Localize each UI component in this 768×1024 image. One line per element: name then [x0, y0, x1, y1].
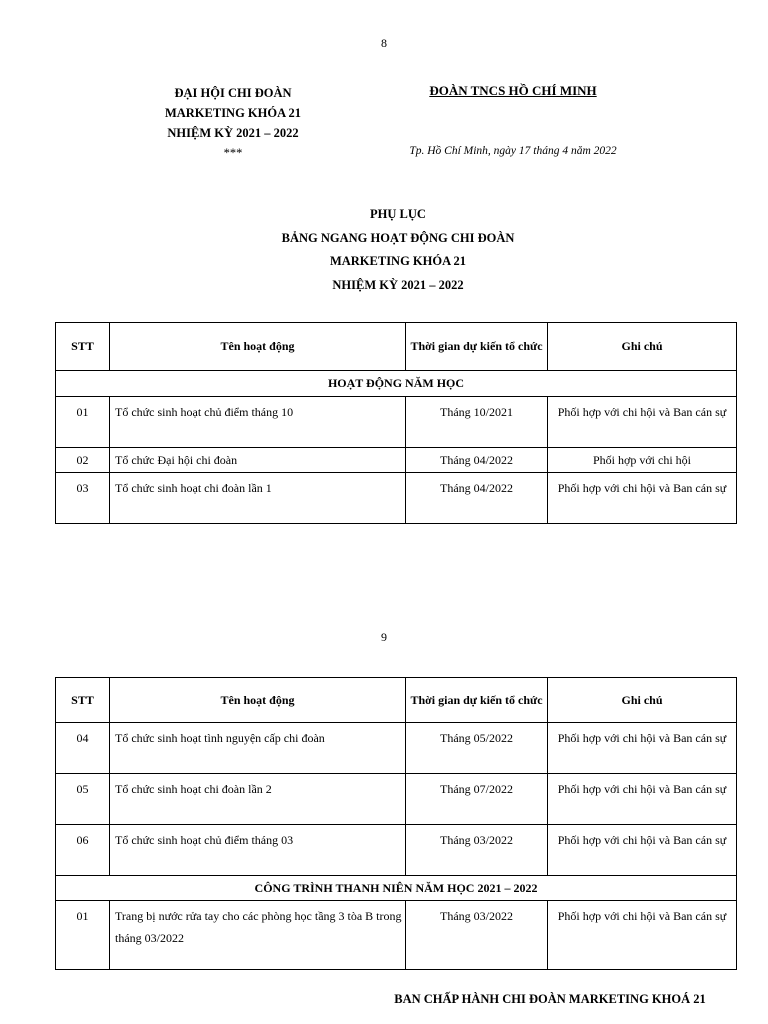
header-activity-name: Tên hoạt động	[110, 678, 406, 723]
cell-stt: 04	[56, 723, 110, 774]
header-activity-name: Tên hoạt động	[110, 323, 406, 371]
cell-activity-name: Tổ chức sinh hoạt chi đoàn lần 1	[110, 473, 406, 524]
table-header-row	[56, 323, 737, 371]
cell-activity-name: Tổ chức sinh hoạt chi đoàn lần 2	[110, 774, 406, 825]
header-stt: STT	[56, 323, 110, 371]
section-title: HOẠT ĐỘNG NĂM HỌC	[56, 371, 737, 397]
cell-note: Phối hợp với chi hội và Ban cán sự	[548, 723, 737, 774]
table-row	[56, 473, 737, 524]
cell-stt: 02	[56, 448, 110, 473]
cell-stt: 01	[56, 901, 110, 970]
table-header-row	[56, 678, 737, 723]
section-row	[56, 371, 737, 397]
activities-table-2	[55, 677, 737, 970]
org-left-line: NHIỆM KỲ 2021 – 2022	[167, 126, 299, 140]
cell-time: Tháng 04/2022	[406, 448, 548, 473]
cell-time: Tháng 03/2022	[406, 825, 548, 876]
document-title	[150, 203, 646, 297]
cell-stt: 06	[56, 825, 110, 876]
cell-activity-name: Tổ chức sinh hoạt chủ điểm tháng 10	[110, 397, 406, 448]
table-row	[56, 448, 737, 473]
footer-signature-title: BAN CHẤP HÀNH CHI ĐOÀN MARKETING KHOÁ 21	[394, 992, 706, 1006]
header-stt: STT	[56, 678, 110, 723]
cell-activity-name: Tổ chức Đại hội chi đoàn	[110, 448, 406, 473]
header-notes: Ghi chú	[548, 678, 737, 723]
cell-stt: 03	[56, 473, 110, 524]
org-left-line: MARKETING KHÓA 21	[164, 106, 302, 120]
page-number: 9	[381, 630, 387, 644]
title-line: BẢNG NGANG HOẠT ĐỘNG CHI ĐOÀN	[281, 230, 515, 245]
org-left-line: ĐẠI HỘI CHI ĐOÀN	[174, 86, 292, 100]
org-left-stars: ***	[223, 146, 243, 160]
cell-stt: 05	[56, 774, 110, 825]
title-line: NHIỆM KỲ 2021 – 2022	[332, 277, 464, 292]
document-date: Tp. Hồ Chí Minh, ngày 17 tháng 4 năm 2022	[409, 145, 617, 157]
cell-time: Tháng 10/2021	[406, 397, 548, 448]
title-line: PHỤ LỤC	[370, 207, 426, 221]
title-line: MARKETING KHÓA 21	[329, 254, 467, 268]
cell-note: Phối hợp với chi hội và Ban cán sự	[548, 774, 737, 825]
cell-activity-name: Tổ chức sinh hoạt tình nguyện cấp chi đoàn	[110, 723, 406, 774]
cell-time: Tháng 04/2022	[406, 473, 548, 524]
cell-note: Phối hợp với chi hội và Ban cán sự	[548, 397, 737, 448]
header-planned-time: Thời gian dự kiến tổ chức	[406, 678, 548, 723]
cell-stt: 01	[56, 397, 110, 448]
cell-time: Tháng 07/2022	[406, 774, 548, 825]
header-notes: Ghi chú	[548, 323, 737, 371]
section-title: CÔNG TRÌNH THANH NIÊN NĂM HỌC 2021 – 2022	[56, 876, 737, 901]
table-row	[56, 397, 737, 448]
activities-table-1	[55, 322, 737, 524]
cell-activity-name: Trang bị nước rửa tay cho các phòng học tầng 3 tòa B trong tháng 03/2022	[110, 901, 406, 970]
cell-note: Phối hợp với chi hội và Ban cán sự	[548, 473, 737, 524]
cell-note: Phối hợp với chi hội và Ban cán sự	[548, 901, 737, 970]
table-row	[56, 901, 737, 970]
cell-time: Tháng 03/2022	[406, 901, 548, 970]
cell-time: Tháng 05/2022	[406, 723, 548, 774]
cell-note: Phối hợp với chi hội	[548, 448, 737, 473]
header-planned-time: Thời gian dự kiến tổ chức	[406, 323, 548, 371]
cell-activity-name: Tổ chức sinh hoạt chủ điểm tháng 03	[110, 825, 406, 876]
section-row	[56, 876, 737, 901]
table-row	[56, 723, 737, 774]
table-row	[56, 825, 737, 876]
cell-note: Phối hợp với chi hội và Ban cán sự	[548, 825, 737, 876]
page-number: 8	[381, 36, 387, 50]
org-left-block	[140, 83, 326, 163]
org-right-title: ĐOÀN TNCS HỒ CHÍ MINH	[429, 83, 597, 98]
table-row	[56, 774, 737, 825]
